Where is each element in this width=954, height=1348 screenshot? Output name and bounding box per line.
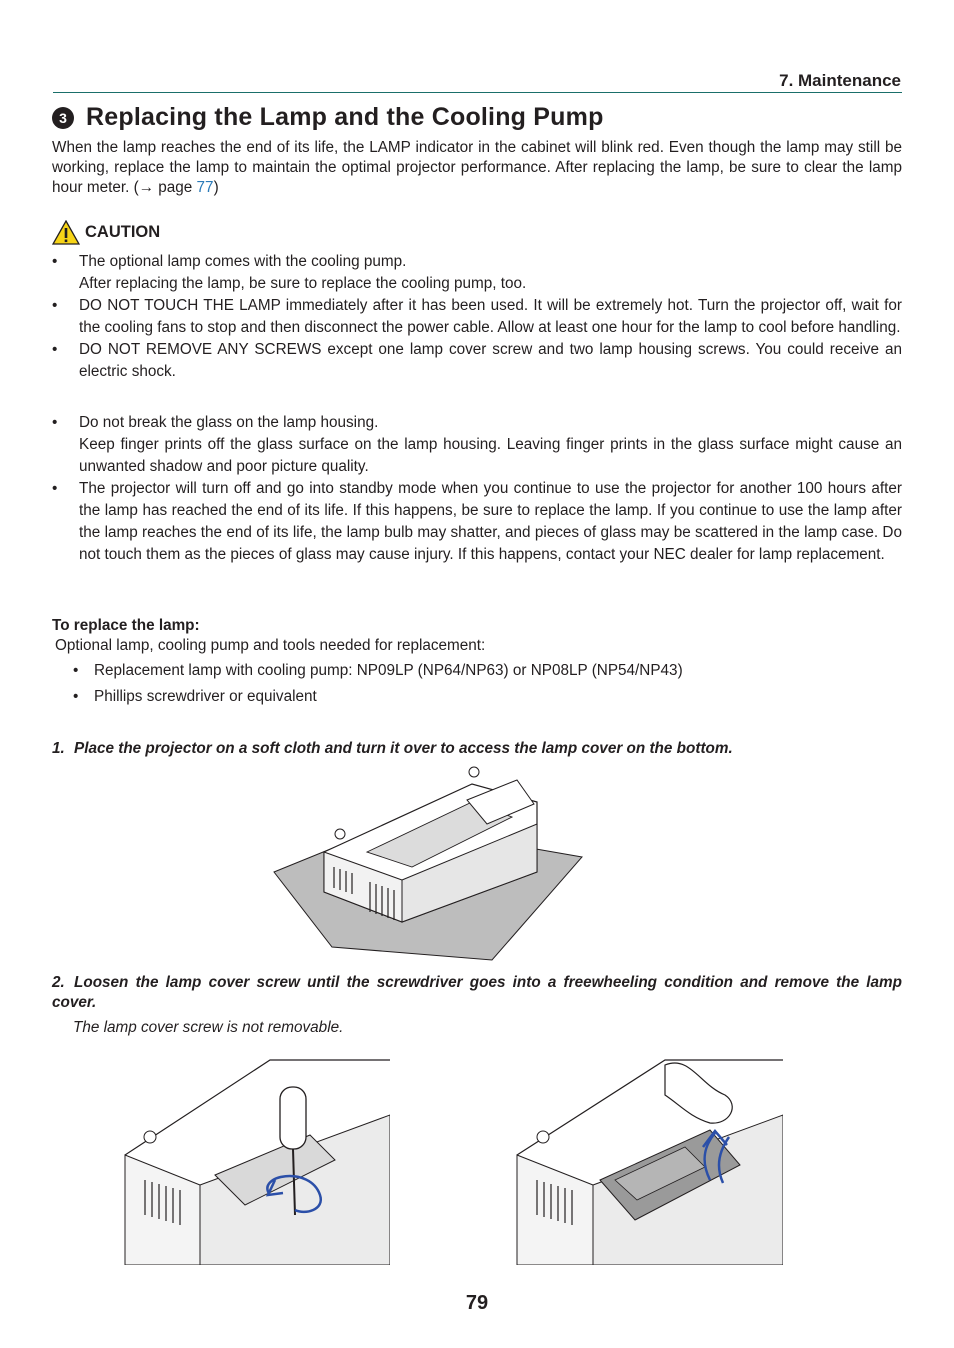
bullet-dot: • bbox=[52, 414, 58, 431]
step-text: Loosen the lamp cover screw until the screwdriver goes into a freewheeling condition and remove the lamp cover. bbox=[52, 974, 902, 1011]
step-2 bbox=[52, 973, 902, 1013]
step-number: 1. bbox=[52, 740, 65, 757]
remove-cover-illustration bbox=[515, 1055, 783, 1265]
warning-icon bbox=[52, 220, 80, 245]
projector-on-cloth-illustration bbox=[272, 762, 584, 962]
step-number: 2. bbox=[52, 974, 65, 991]
caution-item bbox=[52, 251, 902, 295]
bullet-dot: • bbox=[52, 341, 58, 358]
step-text: Place the projector on a soft cloth and turn it over to access the lamp cover on the bottom. bbox=[74, 740, 733, 757]
bullet-dot: • bbox=[52, 297, 58, 314]
caution-item-line: After replacing the lamp, be sure to replace the cooling pump, too. bbox=[79, 275, 527, 292]
section-heading bbox=[52, 103, 604, 132]
chapter-header: 7. Maintenance bbox=[779, 71, 901, 90]
caution-heading bbox=[52, 220, 160, 245]
caution-item bbox=[52, 295, 902, 339]
bullet-dot: • bbox=[73, 662, 79, 679]
caution-item-line: DO NOT REMOVE ANY SCREWS except one lamp cover screw and two lamp housing screws. You could receive an electric shock. bbox=[79, 341, 902, 380]
caution-list-a bbox=[52, 251, 902, 383]
intro-text-end: ) bbox=[213, 179, 219, 196]
bullet-dot: • bbox=[52, 480, 58, 497]
loosen-screw-illustration bbox=[120, 1055, 390, 1265]
bullet-dot: • bbox=[52, 253, 58, 270]
caution-item-line: The optional lamp comes with the cooling pump. bbox=[79, 253, 407, 270]
page-link[interactable]: 77 bbox=[196, 179, 214, 196]
header-rule bbox=[53, 92, 902, 93]
caution-list-b bbox=[52, 412, 902, 566]
tools-intro: Optional lamp, cooling pump and tools needed for replacement: bbox=[55, 637, 486, 654]
tool-text: Replacement lamp with cooling pump: NP09LP (NP64/NP63) or NP08LP (NP54/NP43) bbox=[94, 662, 683, 679]
intro-paragraph bbox=[52, 138, 902, 198]
caution-item-line: DO NOT TOUCH THE LAMP immediately after it has been used. It will be extremely hot. Turn the projector off, wait for the cooling fans to stop and then disconnect the power cable. Allow at least one hour for the lamp to cool before handling. bbox=[79, 297, 902, 336]
section-title: Replacing the Lamp and the Cooling Pump bbox=[86, 103, 604, 131]
caution-item bbox=[52, 412, 902, 478]
caution-label: CAUTION bbox=[85, 223, 161, 241]
tool-text: Phillips screwdriver or equivalent bbox=[94, 688, 317, 705]
caution-item bbox=[52, 478, 902, 566]
section-number-badge: 3 bbox=[52, 107, 74, 129]
tool-item bbox=[73, 688, 317, 706]
bullet-dot: • bbox=[73, 688, 79, 705]
tool-item bbox=[73, 662, 683, 680]
step-1 bbox=[52, 739, 902, 759]
intro-text: When the lamp reaches the end of its life, the LAMP indicator in the cabinet will blink red. Even though the lamp may still be working, replace the lamp to maintain the optimal projector performance. After replacing the lamp, be sure to clear the lamp hour meter. (→ page bbox=[52, 139, 902, 196]
caution-item-line: Do not break the glass on the lamp housing. bbox=[79, 414, 379, 431]
caution-item bbox=[52, 339, 902, 383]
caution-item-line: The projector will turn off and go into standby mode when you continue to use the projector for another 100 hours after the lamp has reached the end of its life. If this happens, be sure to replace the lamp. If you continue to use the lamp after the lamp reaches the end of its life, the lamp bulb may shatter, and pieces of glass may be scattered in the lamp case. Do not touch them as the pieces of glass may cause injury. If this happens, contact your NEC dealer for lamp replacement. bbox=[79, 480, 902, 563]
caution-item-line: Keep finger prints off the glass surface on the lamp housing. Leaving finger prints in the glass surface might cause an unwanted shadow and poor picture quality. bbox=[79, 436, 902, 475]
step-2-note: The lamp cover screw is not removable. bbox=[73, 1019, 344, 1036]
page-number: 79 bbox=[465, 1292, 489, 1314]
procedure-heading: To replace the lamp: bbox=[52, 617, 200, 634]
